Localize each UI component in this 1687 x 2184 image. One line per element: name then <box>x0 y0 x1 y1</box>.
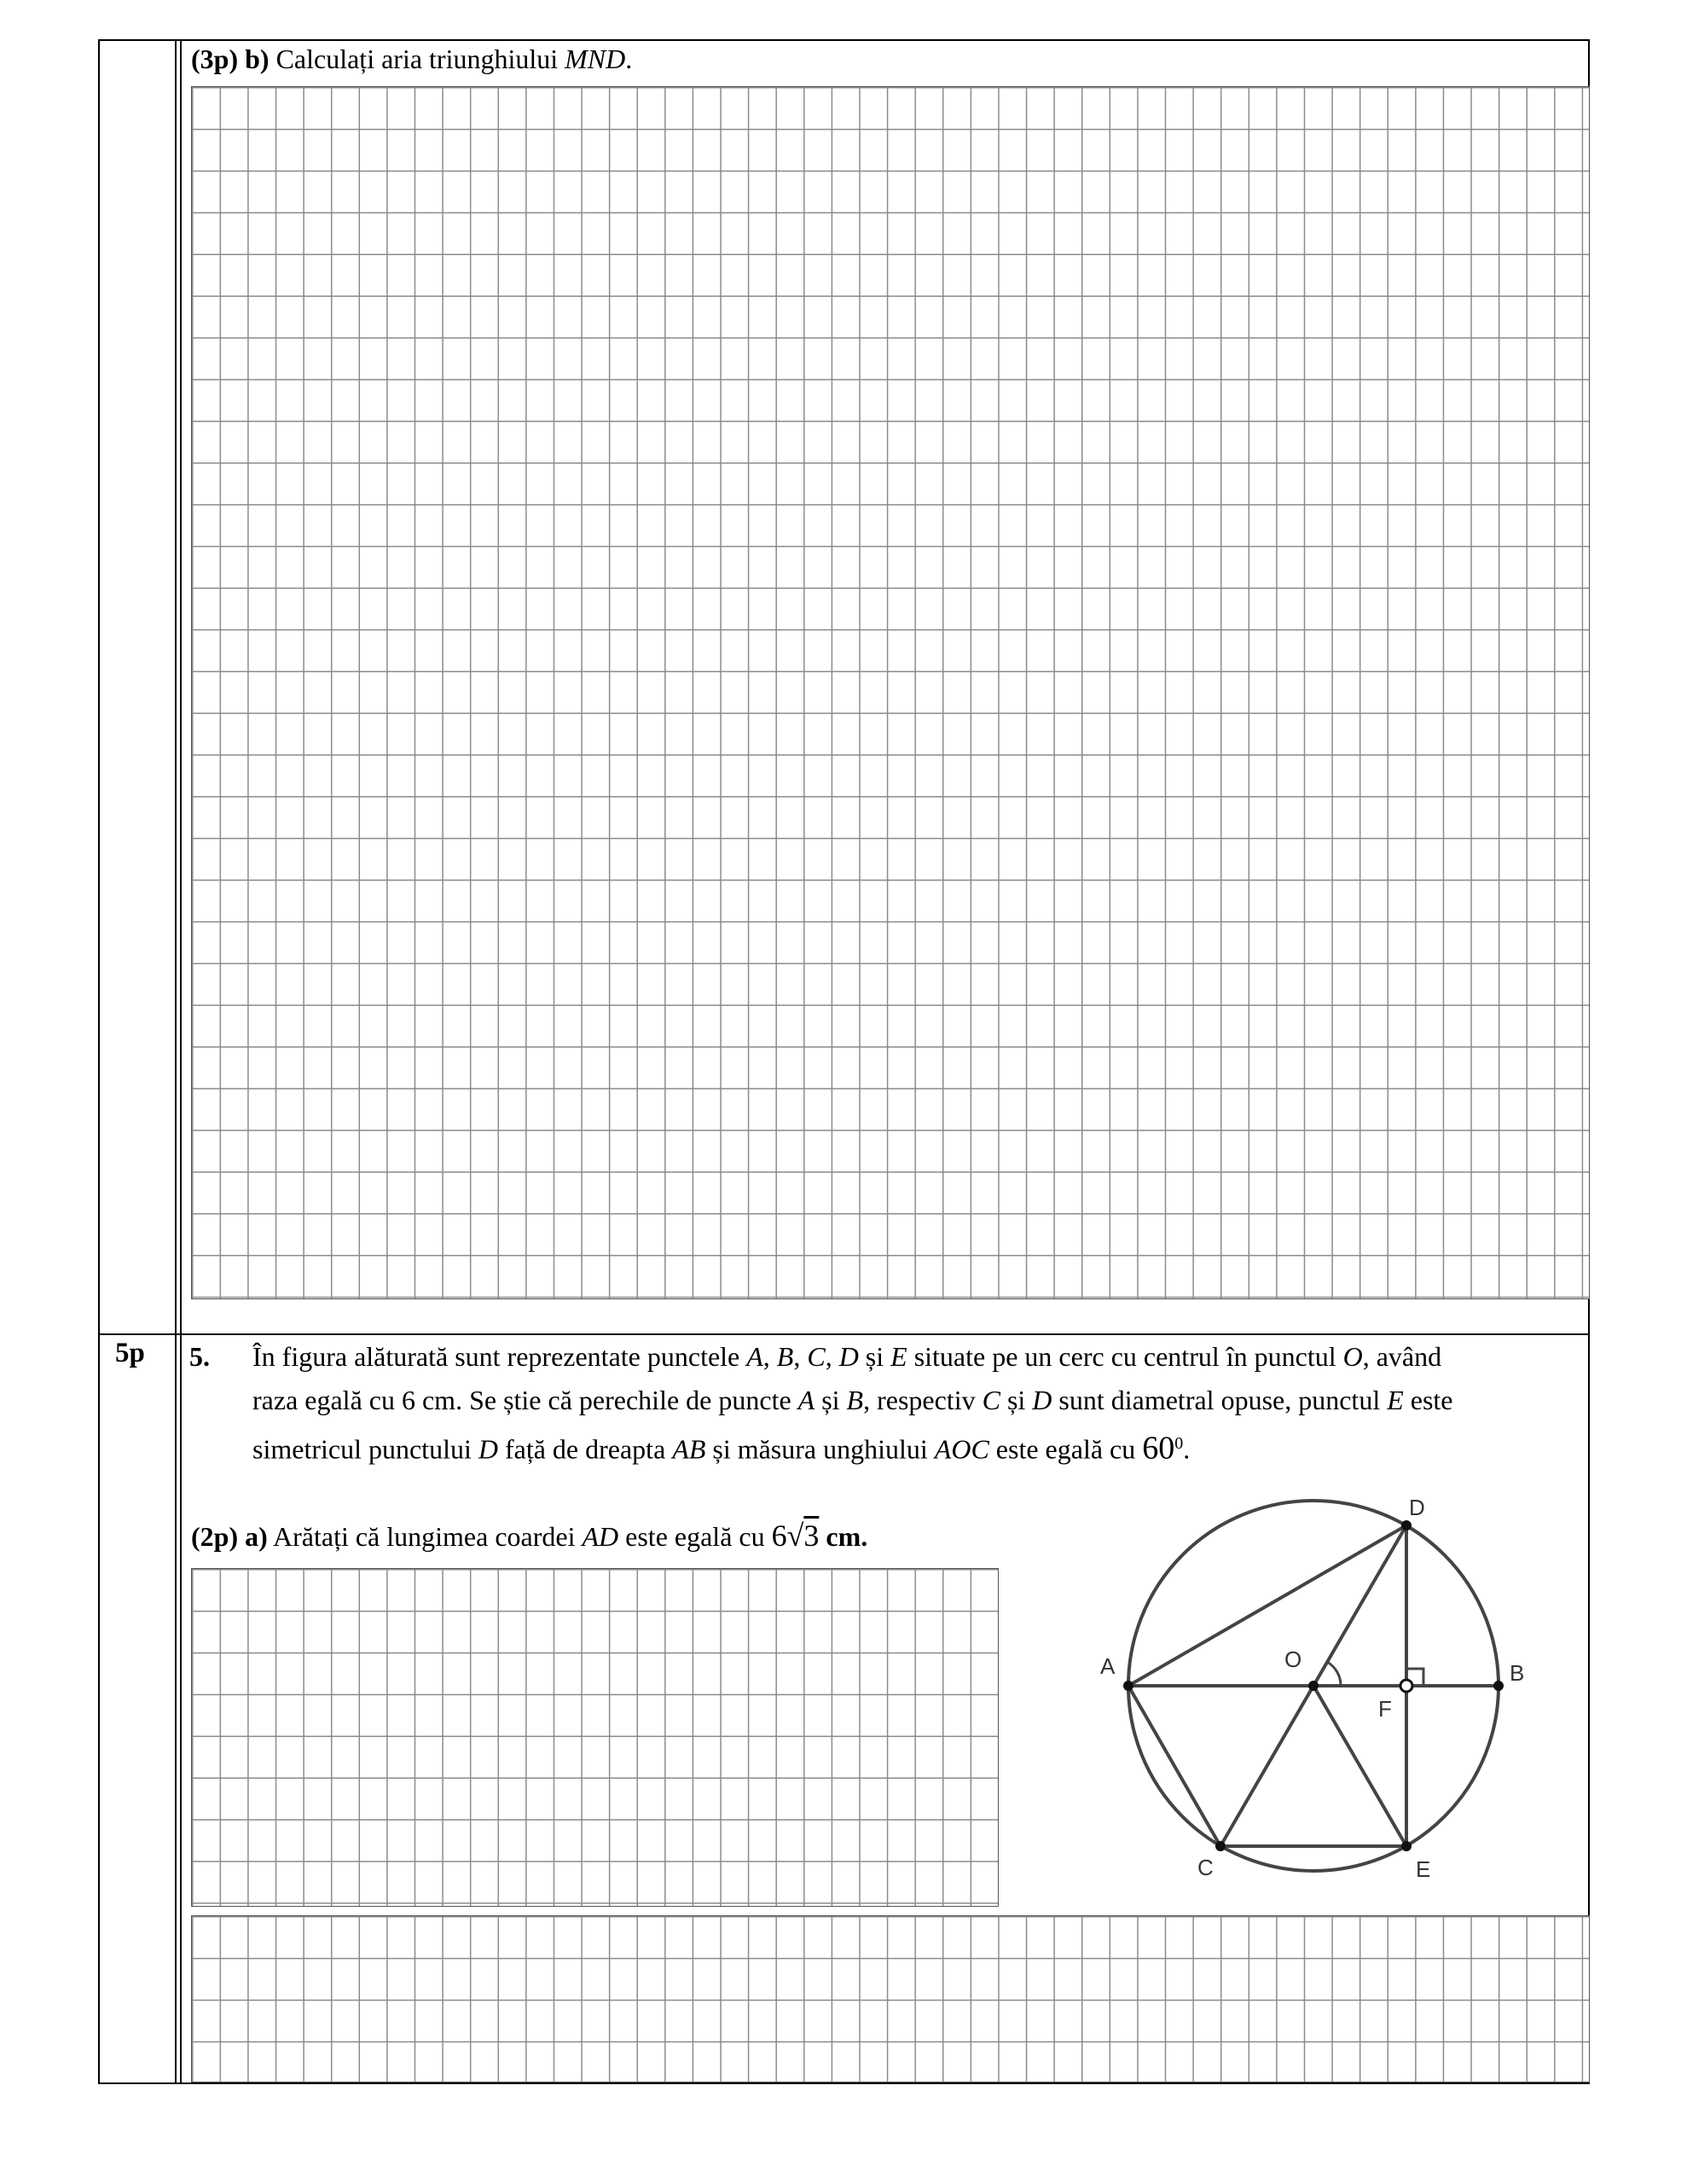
question-4b: (3p) b) Calculați aria triunghiului MND. <box>191 44 633 74</box>
question-5a: (2p) a) Arătați că lungimea coardei AD este egală cu 6√3 cm. <box>191 1519 868 1553</box>
label-B: B <box>1510 1660 1525 1686</box>
answer-grid-4b[interactable] <box>191 86 1590 1299</box>
point-F <box>1400 1680 1412 1692</box>
question-number-5: 5. <box>189 1341 210 1372</box>
question-5-line-2: raza egală cu 6 cm. Se știe că perechile de puncte A și B, respectiv C și D sunt diametral opuse, punctul E este <box>252 1385 1453 1415</box>
circle-figure <box>1066 1476 1544 1885</box>
question-5-line-1: În figura alăturată sunt reprezentate punctele A, B, C, D și E situate pe un cerc cu centrul în punctul O, având <box>252 1341 1442 1372</box>
table-bottom-border <box>98 2082 1590 2084</box>
angle-arc-AOC <box>1327 1662 1341 1686</box>
subquestion-letter: b) <box>245 44 270 74</box>
score-column-divider <box>175 39 177 2084</box>
segment-AD <box>1128 1525 1406 1686</box>
point-B <box>1493 1681 1504 1691</box>
label-D: D <box>1409 1495 1425 1520</box>
point-O <box>1308 1681 1319 1691</box>
label-F: F <box>1378 1696 1392 1722</box>
question-5-line-3: simetricul punctului D față de dreapta AB și măsura unghiului AOC este egală cu $60^0$. <box>252 1430 1191 1467</box>
point-E <box>1401 1841 1412 1851</box>
point-C <box>1215 1841 1226 1851</box>
label-A: A <box>1100 1653 1116 1679</box>
score-column-divider-double <box>180 39 182 2084</box>
points-label: (3p) <box>191 44 239 74</box>
segment-AC <box>1128 1686 1220 1846</box>
score-5p: 5p <box>115 1338 145 1368</box>
question-text: Calculați aria triunghiului <box>275 44 565 74</box>
point-D <box>1401 1520 1412 1531</box>
radical-sign: √ <box>786 1519 804 1553</box>
table-top-border <box>98 39 1590 41</box>
row-divider <box>98 1333 1590 1335</box>
points-label: (2p) <box>191 1521 239 1552</box>
segment-OE <box>1313 1686 1406 1846</box>
label-C: C <box>1197 1855 1214 1880</box>
label-E: E <box>1416 1856 1431 1882</box>
point-A <box>1123 1681 1133 1691</box>
question-variable: MND <box>565 44 626 74</box>
label-O: O <box>1284 1647 1302 1672</box>
answer-grid-5a[interactable] <box>191 1568 999 1907</box>
subquestion-letter: a) <box>245 1521 268 1552</box>
table-left-border <box>98 39 100 2084</box>
answer-grid-5-bottom[interactable] <box>191 1915 1590 2082</box>
